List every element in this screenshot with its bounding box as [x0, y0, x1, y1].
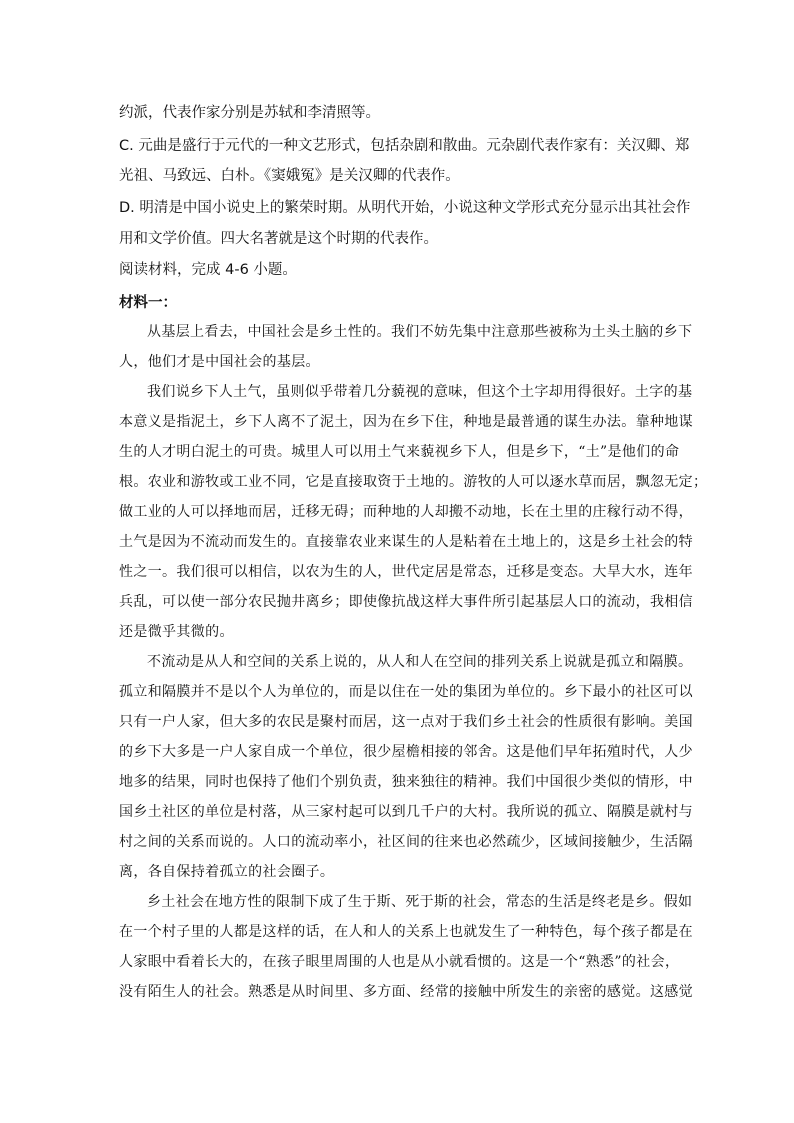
paragraph-3-line: 的乡下大多是一户人家自成一个单位，很少屋檐相接的邻舍。这是他们早年拓殖时代，人少 [119, 744, 693, 760]
paragraph-2-line: 本意义是指泥土，乡下人离不了泥土，因为在乡下住，种地是最普通的谋生办法。靠种地谋 [119, 414, 693, 430]
option-c-line-1: C. 元曲是盛行于元代的一种文艺形式，包括杂剧和散曲。元杂剧代表作家有：关汉卿、郑 [119, 138, 690, 154]
option-d-line-2: 用和文学价值。四大名著就是这个时期的代表作。 [119, 231, 438, 247]
paragraph-4-line: 在一个村子里的人都是这样的话，在人和人的关系上也就发生了一种特色，每个孩子都是在 [119, 924, 693, 940]
paragraph-2-line: 生的人才明白泥土的可贵。城里人可以用土气来藐视乡下人，但是乡下，“土”是他们的命 [119, 444, 680, 460]
paragraph-3-line: 不流动是从人和空间的关系上说的，从人和人在空间的排列关系上说就是孤立和隔膜。 [147, 654, 693, 670]
paragraph-2-line: 根。农业和游牧或工业不同，它是直接取资于土地的。游牧的人可以逐水草而居，飘忽无定； [119, 474, 708, 490]
option-b-continuation: 约派，代表作家分别是苏轼和李清照等。 [119, 105, 380, 121]
paragraph-1-line: 人，他们才是中国社会的基层。 [119, 354, 320, 370]
paragraph-3-line: 国乡土社区的单位是村落，从三家村起可以到几千户的大村。我所说的孤立、隔膜是就村与 [119, 804, 693, 820]
paragraph-4-line: 乡土社会在地方性的限制下成了生于斯、死于斯的社会，常态的生活是终老是乡。假如 [147, 894, 693, 910]
paragraph-2-line: 兵乱，可以使一部分农民抛井离乡；即使像抗战这样大事件所引起基层人口的流动，我相信 [119, 594, 693, 610]
paragraph-3-line: 离，各自保持着孤立的社会圈子。 [119, 864, 335, 880]
paragraph-2-line: 做工业的人可以择地而居，迁移无碍；而种地的人却搬不动地，长在土里的庄稼行动不得， [119, 504, 693, 520]
paragraph-2-line: 我们说乡下人土气，虽则似乎带着几分藐视的意味，但这个土字却用得很好。土字的基 [147, 384, 693, 400]
paragraph-1-line: 从基层上看去，中国社会是乡土性的。我们不妨先集中注意那些被称为土头土脑的乡下 [147, 324, 693, 340]
paragraph-2-line: 还是微乎其微的。 [119, 624, 234, 640]
paragraph-4-line: 人家眼中看着长大的，在孩子眼里周围的人也是从小就看惯的。这是一个“熟悉”的社会， [119, 954, 680, 970]
option-d-line-1: D. 明清是中国小说史上的繁荣时期。从明代开始，小说这种文学形式充分显示出其社会作 [119, 200, 691, 216]
paragraph-3-line: 只有一户人家，但大多的农民是聚村而居，这一点对于我们乡土社会的性质很有影响。美国 [119, 714, 693, 730]
paragraph-4-line: 没有陌生人的社会。熟悉是从时间里、多方面、经常的接触中所发生的亲密的感觉。这感觉 [119, 984, 693, 1000]
paragraph-3-line: 孤立和隔膜并不是以个人为单位的，而是以住在一处的集团为单位的。乡下最小的社区可以 [119, 684, 693, 700]
paragraph-2-line: 性之一。我们很可以相信，以农为生的人，世代定居是常态，迁移是变态。大旱大水，连年 [119, 564, 693, 580]
reading-instruction: 阅读材料，完成 4-6 小题。 [119, 262, 297, 278]
paragraph-2-line: 土气是因为不流动而发生的。直接靠农业来谋生的人是粘着在土地上的，这是乡土社会的特 [119, 534, 693, 550]
paragraph-3-line: 地多的结果，同时也保持了他们个别负责，独来独往的精神。我们中国很少类似的情形，中 [119, 774, 693, 790]
material-heading: 材料一： [119, 295, 177, 311]
paragraph-3-line: 村之间的关系而说的。人口的流动率小，社区间的往来也必然疏少，区域间接触少，生活隔 [119, 834, 693, 850]
option-c-line-2: 光祖、马致远、白朴。《窦娥冤》是关汉卿的代表作。 [119, 168, 460, 184]
